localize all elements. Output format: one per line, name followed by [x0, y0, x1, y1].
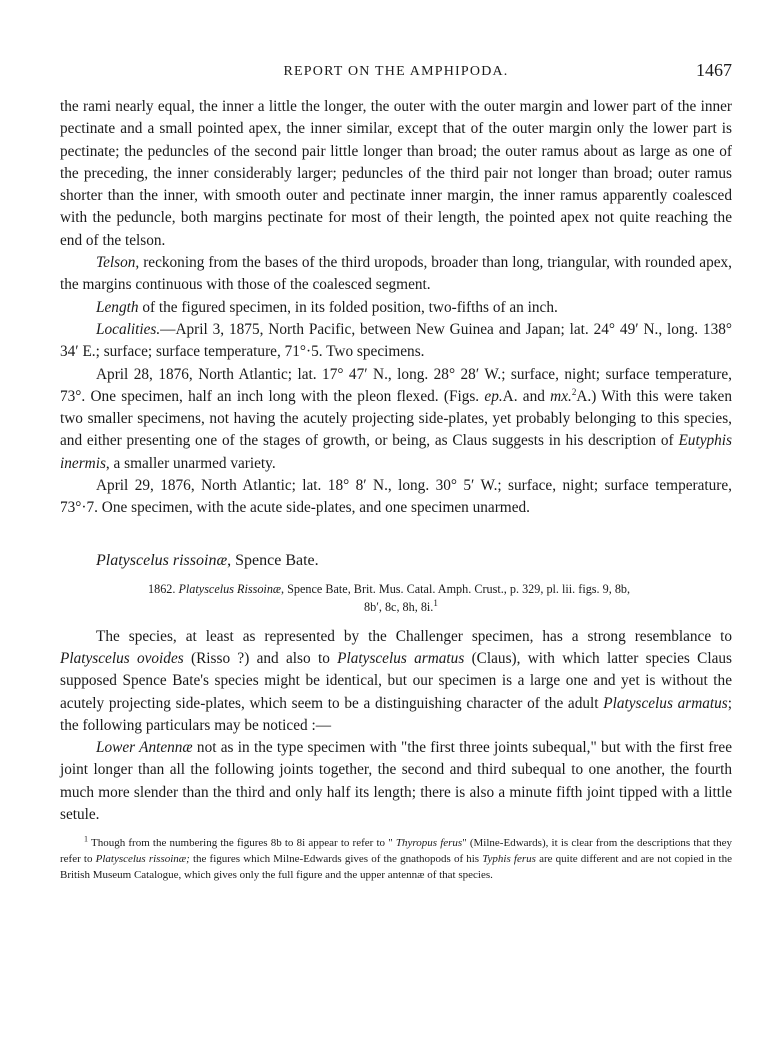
running-header [60, 60, 732, 86]
uropods-paragraph: the rami nearly equal, the inner a little the longer, the outer with the outer margin and lower part of the inner pectinate and a small pointed apex, the inner similar, except that of the outer margin only the lower part is pectinate; the peduncles of the second pair little longer than broad; the outer ramus about as large as one of the preceding, the inner considerably larger; peduncles of the third pair not longer than broad; outer ramus shorter than the inner, with smooth outer and pectinate inner margin, the inner ramus apparently coalesced with the peduncle, both margins pectinate for most of their length, the pointed apex not quite reaching the end of the telson. [60, 98, 732, 249]
species-armatus-adult: Platyscelus armatus [603, 694, 728, 712]
species-ovoides: Platyscelus ovoides [60, 649, 184, 667]
figure-ref-ep: ep. [484, 387, 503, 405]
footnote-species-platyscelus: Platyscelus rissoinæ; [95, 852, 190, 865]
april-28-text-2: A. and [502, 387, 551, 405]
running-title: REPORT ON THE AMPHIPODA. [283, 64, 509, 79]
april-29-paragraph: April 29, 1876, North Atlantic; lat. 18° 8′ N., long. 30° 5′ W.; surface, night; surface temperature, 73°·7. One specimen, with the acute side-plates, and one specimen unarmed. [60, 477, 732, 517]
species-eutyphis-inermis: Eutyphis inermis [60, 432, 732, 472]
footnote-marker: 1 [433, 597, 438, 608]
citation-line-1 [148, 580, 732, 598]
comparison-paragraph [60, 626, 732, 737]
citation-name: Platyscelus Rissoinæ [178, 581, 282, 596]
footnote-species-typhis: Typhis ferus [482, 852, 536, 865]
april-28-text-1: April 28, 1876, North Atlantic; lat. 17° 47′ N., long. 28° 28′ W.; surface, night; surface temperature, 73°. One specimen, half an inch long with the pleon flexed. (Figs. [60, 365, 732, 405]
citation-line-2 [364, 598, 732, 616]
footnote [60, 836, 732, 883]
citation-year: 1862. [148, 581, 179, 596]
species-name: Platyscelus rissoinæ [96, 551, 228, 569]
telson-text: reckoning from the bases of the third uropods, broader than long, triangular, with rounded apex, the margins continuous with those of the coalesced segment. [60, 254, 732, 294]
footnote-text-2: " (Milne-Edwards), it is clear from the descriptions that they refer to [60, 837, 732, 865]
comparison-text-2: (Risso ?) and also to [183, 649, 338, 667]
page-number: 1467 [696, 60, 732, 80]
april-28-text-4: , a smaller unarmed variety. [105, 454, 276, 472]
figure-ref-sup: 2 [571, 386, 577, 397]
comparison-text-1: The species, at least as represented by the Challenger specimen, has a strong resemblance to [96, 627, 732, 645]
species-author: , Spence Bate. [227, 551, 319, 569]
localities-text: —April 3, 1875, North Pacific, between New Guinea and Japan; lat. 24° 49′ N., long. 138° 34′ E.; surface; surface temperature, 71°·5. Two specimens. [60, 320, 732, 361]
april-28-text-3: A.) With this were taken two smaller specimens, not having the acutely projecting side-plates, yet probably belonging to this species, and either presenting one of the stages of growth, or being, as Claus suggests in his description of [60, 387, 732, 450]
footnote-text-4: are quite different and are not copied in the British Museum Catalogue, which gives only the full figure and the upper antennæ of that species. [60, 852, 732, 881]
comparison-text-3: (Claus), with which latter species Claus supposed Spence Bate's species might be identical, but our specimen is a large one and yet is without the acutely projecting side-plates, which seem to be a distinguishing character of the adult [60, 649, 732, 712]
lower-antennae-paragraph [60, 737, 732, 826]
figure-ref-mx: mx. [550, 387, 572, 405]
footnote-text-3: the figures which Milne-Edwards gives of the gnathopods of his [189, 852, 483, 865]
length-term: Length [96, 298, 139, 316]
footnote-species-thyropus: Thyropus ferus [395, 837, 463, 850]
page [60, 60, 732, 883]
telson-paragraph [60, 252, 732, 297]
length-paragraph [60, 297, 732, 319]
april-28-paragraph [60, 364, 732, 475]
telson-term: Telson, [96, 254, 140, 272]
citation-text: , Spence Bate, Brit. Mus. Catal. Amph. Crust., p. 329, pl. lii. figs. 9, 8b, [281, 581, 631, 596]
length-text: of the figured specimen, in its folded position, two-fifths of an inch. [138, 298, 558, 316]
species-armatus: Platyscelus armatus [337, 649, 465, 667]
citation-figs: 8b′, 8c, 8h, 8i. [364, 599, 434, 614]
footnote-number: 1 [84, 834, 88, 844]
localities-term: Localities. [96, 320, 161, 338]
lower-antennae-term: Lower Antennæ [96, 739, 193, 757]
comparison-text-4: ; the following particulars may be noticed :— [60, 694, 732, 734]
lower-antennae-text: not as in the type specimen with "the first three joints subequal," but with the first free joint longer than all the following joints together, the second and third subequal to one another, the fourth much more slender than the third and only half its length; there is also a minute fifth joint tipped with a little setule. [60, 739, 732, 824]
footnote-text-1: Though from the numbering the figures 8b to 8i appear to refer to " [88, 837, 396, 850]
species-heading [60, 550, 732, 572]
localities-paragraph [60, 319, 732, 364]
